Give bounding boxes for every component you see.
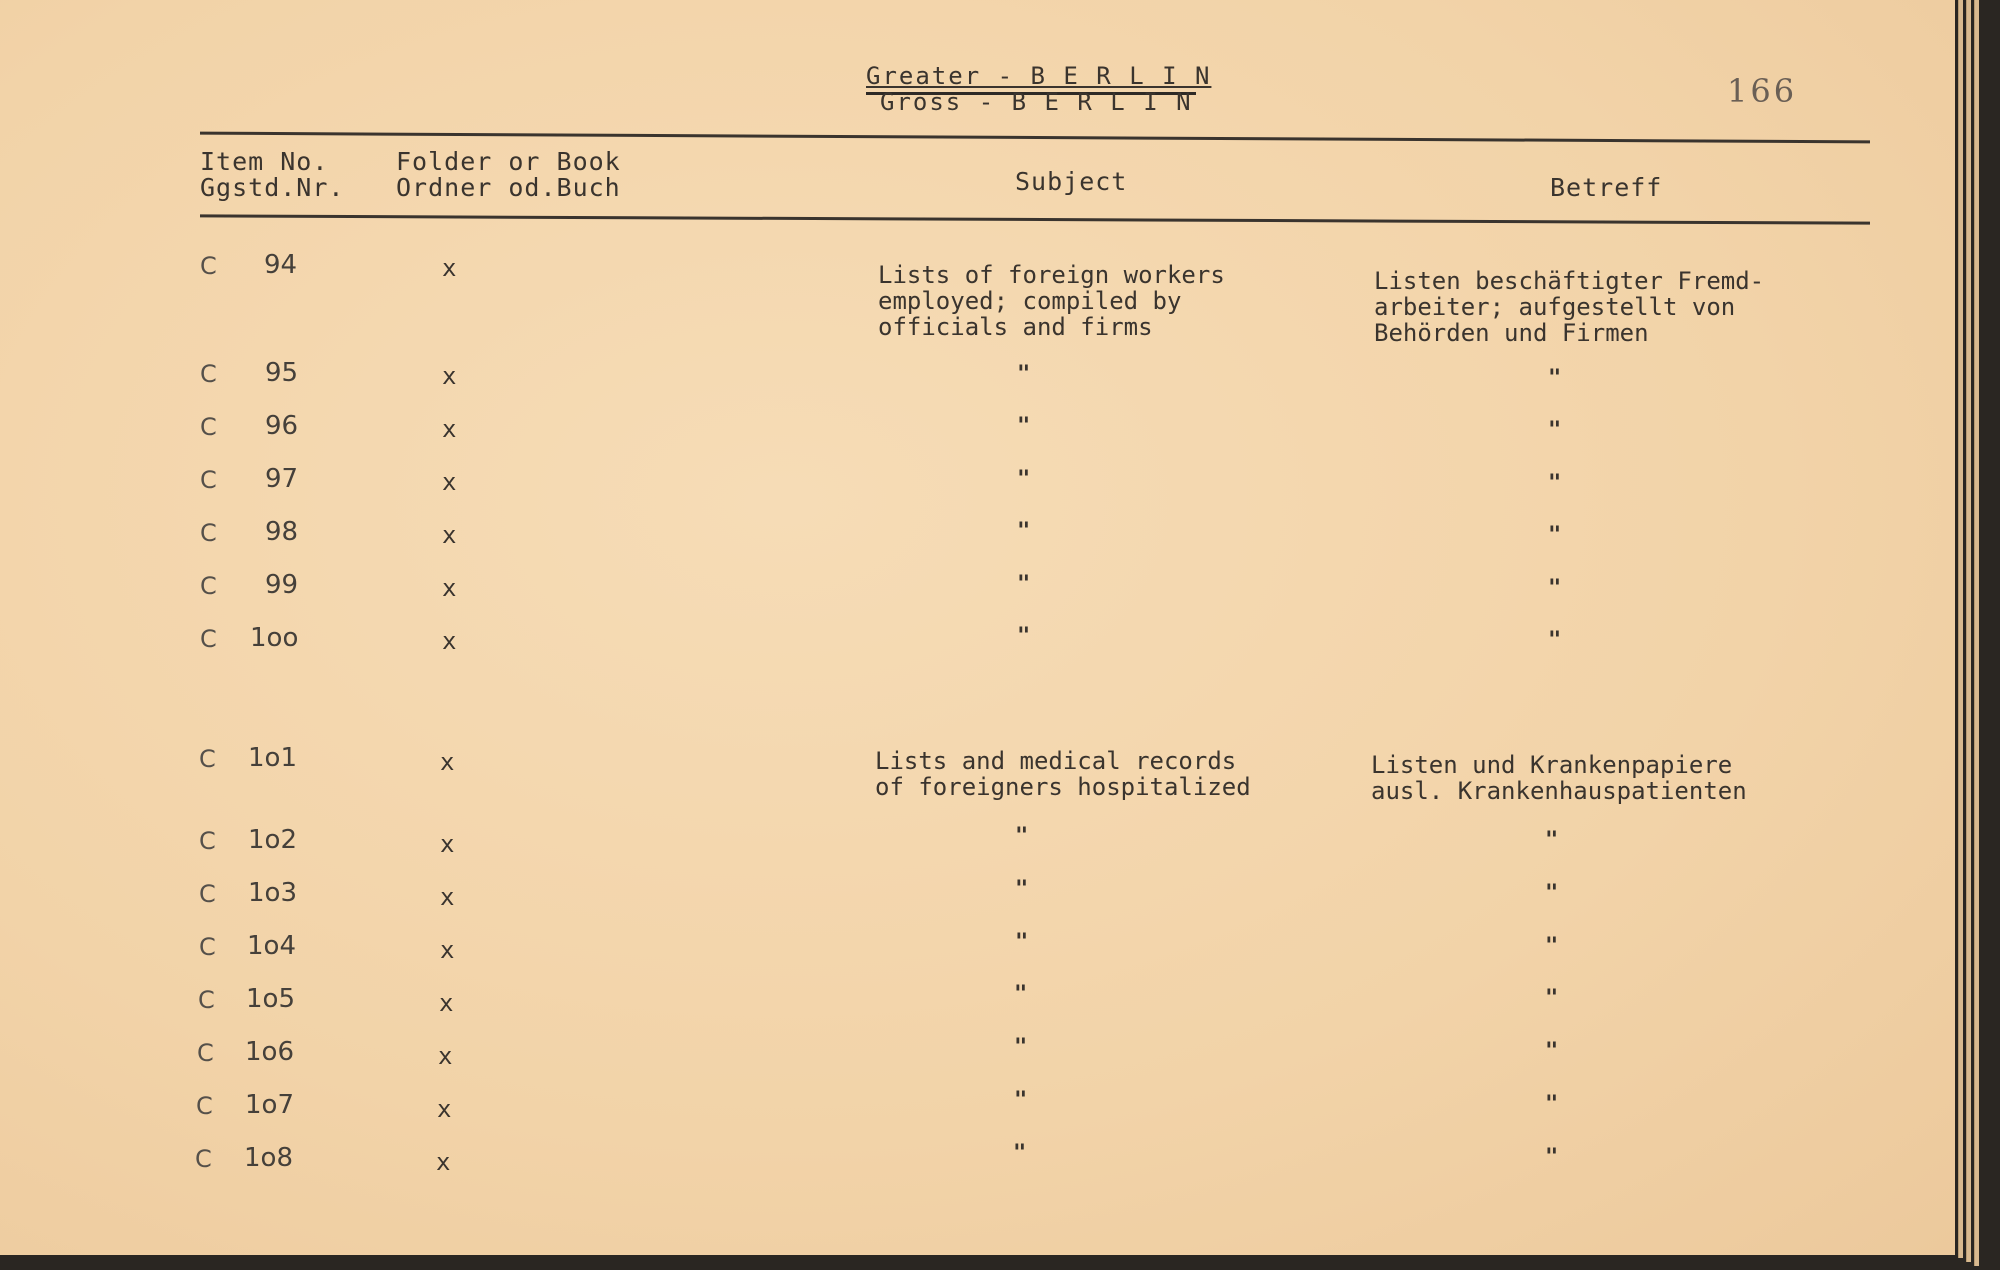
item-prefix: C [200, 413, 217, 441]
folder-mark: x [440, 936, 455, 964]
ditto-mark-subject: " [1017, 624, 1031, 649]
item-prefix: C [195, 1145, 212, 1173]
location-heading-en: Greater - B E R L I N [866, 62, 1212, 90]
folder-mark: x [440, 883, 455, 911]
group-subject [875, 748, 1251, 800]
folder-mark: x [442, 574, 457, 602]
group-betreff [1374, 268, 1764, 346]
ditto-mark-subject: " [1017, 519, 1031, 544]
folder-mark: x [436, 1148, 451, 1176]
folder-mark: x [442, 468, 457, 496]
folder-mark: x [440, 830, 455, 858]
item-number: 97 [265, 464, 299, 494]
item-prefix: C [199, 745, 216, 773]
ditto-mark-subject: " [1017, 362, 1031, 387]
group-subject-line: Lists of foreign workers [878, 261, 1225, 289]
group-betreff-line: Listen beschäftigter Fremd- [1374, 267, 1765, 295]
ditto-mark-subject: " [1015, 877, 1029, 902]
item-number: 1o4 [247, 931, 296, 961]
ditto-mark-subject: " [1015, 824, 1029, 849]
group-betreff [1371, 752, 1747, 804]
group-subject [878, 262, 1225, 340]
item-number: 1o5 [246, 984, 295, 1014]
group-subject-line: employed; compiled by [878, 287, 1182, 315]
ditto-mark-betreff: " [1545, 881, 1559, 906]
ditto-mark-subject: " [1015, 930, 1029, 955]
ditto-mark-betreff: " [1545, 986, 1559, 1011]
item-prefix: C [199, 827, 216, 855]
folder-mark: x [440, 748, 455, 776]
ditto-mark-betreff: " [1548, 628, 1562, 653]
folder-mark: x [442, 362, 457, 390]
column-header-item-de: Ggstd.Nr. [200, 173, 345, 202]
item-prefix: C [199, 880, 216, 908]
item-number: 95 [265, 358, 299, 388]
item-number: 1o6 [245, 1037, 294, 1067]
item-prefix: C [200, 252, 217, 280]
item-number: 98 [265, 517, 299, 547]
column-header-subject: Subject [1015, 167, 1128, 196]
column-header-folder-de: Ordner od.Buch [396, 173, 621, 202]
group-betreff-line: arbeiter; aufgestellt von [1374, 293, 1736, 321]
ditto-mark-betreff: " [1545, 1039, 1559, 1064]
ditto-mark-subject: " [1017, 572, 1031, 597]
page-edge [1974, 0, 1979, 1266]
page-edge [1958, 0, 1963, 1258]
column-header-folder-en: Folder or Book [396, 147, 621, 176]
ditto-mark-betreff: " [1545, 828, 1559, 853]
page-edge [1966, 0, 1971, 1262]
location-heading-de: Gross - B E R L I N [880, 88, 1193, 116]
item-number: 94 [264, 250, 298, 280]
ditto-mark-betreff: " [1548, 576, 1562, 601]
folder-mark: x [438, 1042, 453, 1070]
item-number: 1o8 [244, 1143, 293, 1173]
header-bottom-rule [200, 214, 1870, 224]
ditto-mark-betreff: " [1548, 523, 1562, 548]
folder-mark: x [442, 521, 457, 549]
folder-mark: x [442, 627, 457, 655]
item-prefix: C [197, 1039, 214, 1067]
item-prefix: C [200, 572, 217, 600]
page-number: 166 [1727, 72, 1798, 110]
item-number: 99 [265, 570, 299, 600]
ditto-mark-subject: " [1013, 1141, 1027, 1166]
ditto-mark-subject: " [1017, 467, 1031, 492]
column-header-item-en: Item No. [200, 147, 329, 176]
item-number: 1o7 [245, 1090, 294, 1120]
item-number: 1o2 [248, 825, 297, 855]
item-prefix: C [196, 1092, 213, 1120]
group-betreff-line: Listen und Krankenpapiere [1371, 751, 1733, 779]
group-subject-line: Lists and medical records [875, 747, 1237, 775]
item-number: 1oo [250, 623, 299, 653]
item-prefix: C [199, 933, 216, 961]
folder-mark: x [437, 1095, 452, 1123]
group-subject-line: officials and firms [878, 313, 1153, 341]
ditto-mark-subject: " [1014, 1088, 1028, 1113]
ditto-mark-betreff: " [1548, 366, 1562, 391]
ditto-mark-subject: " [1014, 982, 1028, 1007]
item-prefix: C [200, 466, 217, 494]
ditto-mark-subject: " [1014, 1035, 1028, 1060]
folder-mark: x [442, 254, 457, 282]
item-prefix: C [198, 986, 215, 1014]
ditto-mark-betreff: " [1545, 1092, 1559, 1117]
group-subject-line: of foreigners hospitalized [875, 773, 1251, 801]
item-prefix: C [200, 360, 217, 388]
group-betreff-line: ausl. Krankenhauspatienten [1371, 777, 1747, 805]
column-header-betreff: Betreff [1550, 173, 1663, 202]
item-prefix: C [200, 625, 217, 653]
header-top-rule [200, 132, 1870, 144]
group-betreff-line: Behörden und Firmen [1374, 319, 1649, 347]
item-number: 96 [265, 411, 299, 441]
ditto-mark-betreff: " [1545, 934, 1559, 959]
item-number: 1o1 [248, 743, 297, 773]
item-number: 1o3 [248, 878, 297, 908]
folder-mark: x [442, 415, 457, 443]
item-prefix: C [200, 519, 217, 547]
ditto-mark-betreff: " [1548, 471, 1562, 496]
folder-mark: x [439, 989, 454, 1017]
ditto-mark-betreff: " [1548, 418, 1562, 443]
ditto-mark-subject: " [1017, 414, 1031, 439]
ditto-mark-betreff: " [1545, 1145, 1559, 1170]
